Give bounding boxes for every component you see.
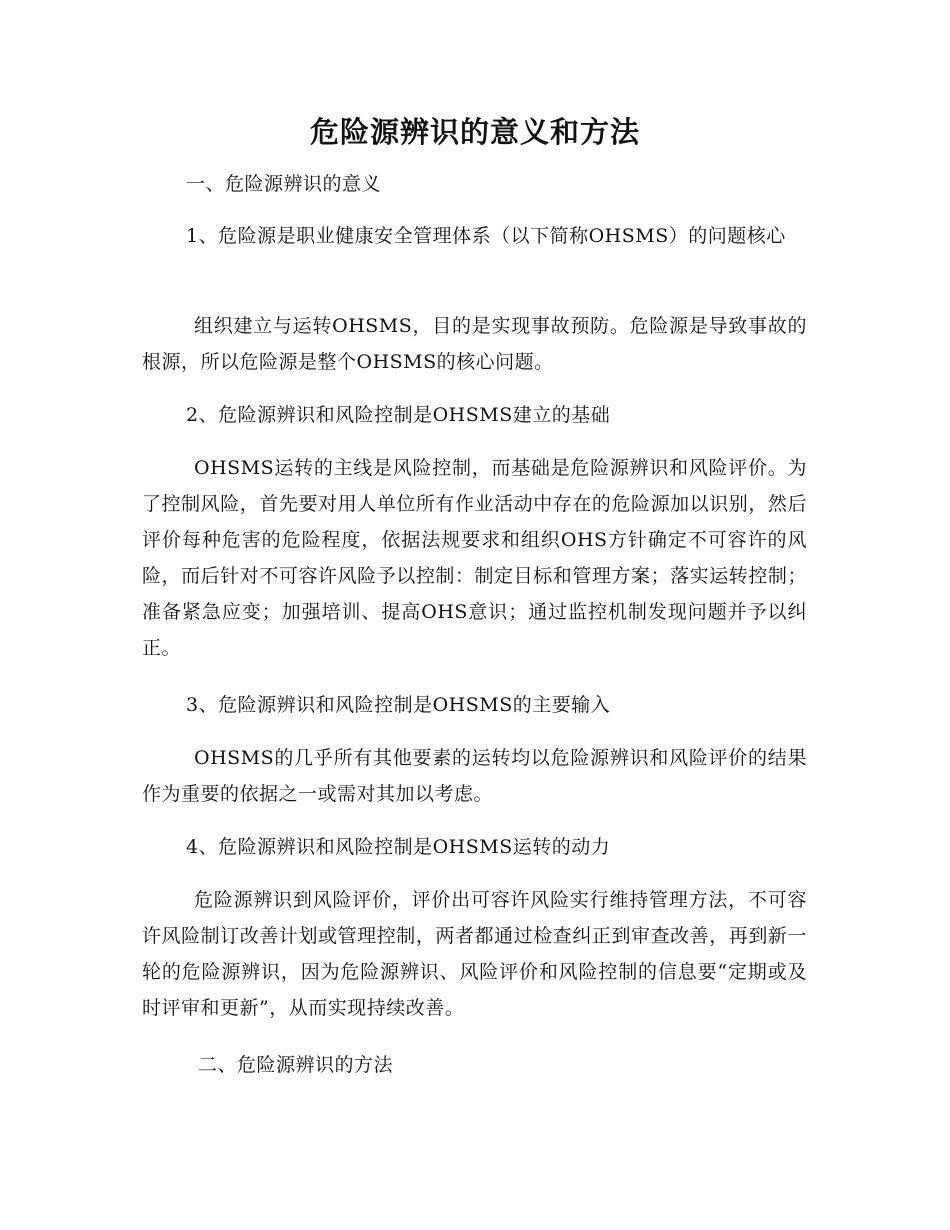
document-title: 危险源辨识的意义和方法	[309, 115, 640, 149]
subheading-3: 3、危险源辨识和风险控制是OHSMS的主要输入	[186, 694, 611, 716]
section-heading-2: 二、危险源辨识的方法	[198, 1054, 394, 1076]
body-paragraph-2: OHSMS运转的主线是风险控制，而基础是危险源辨识和风险评价。为了控制风险，首先要对用人单位所有作业活动中存在的危险源加以识别，然后评价每种危害的危险程度，依据法规要求和组织OHS方针确定不可容许的风险，而后针对不可容许风险予以控制：制定目标和管理方案；落实运转控制；准备紧急应变；加强培训、提高OHS意识；通过监控机制发现问题并予以纠正。	[142, 457, 807, 659]
body-paragraph-1: 组织建立与运转OHSMS，目的是实现事故预防。危险源是导致事故的根源，所以危险源是整个OHSMS的核心问题。	[142, 315, 807, 373]
subheading-4: 4、危险源辨识和风险控制是OHSMS运转的动力	[186, 836, 611, 858]
section-heading-1: 一、危险源辨识的意义	[186, 173, 382, 195]
subheading-2: 2、危险源辨识和风险控制是OHSMS建立的基础	[186, 404, 611, 426]
body-paragraph-3: OHSMS的几乎所有其他要素的运转均以危险源辨识和风险评价的结果作为重要的依据之一或需对其加以考虑。	[142, 747, 807, 805]
subheading-1: 1、危险源是职业健康安全管理体系（以下简称OHSMS）的问题核心	[186, 225, 786, 247]
body-paragraph-4: 危险源辨识到风险评价，评价出可容许风险实行维持管理方法，不可容许风险制订改善计划或管理控制，两者都通过检查纠正到审查改善，再到新一轮的危险源辨识，因为危险源辨识、风险评价和风险控制的信息要“定期或及时评审和更新”，从而实现持续改善。	[142, 889, 807, 1019]
